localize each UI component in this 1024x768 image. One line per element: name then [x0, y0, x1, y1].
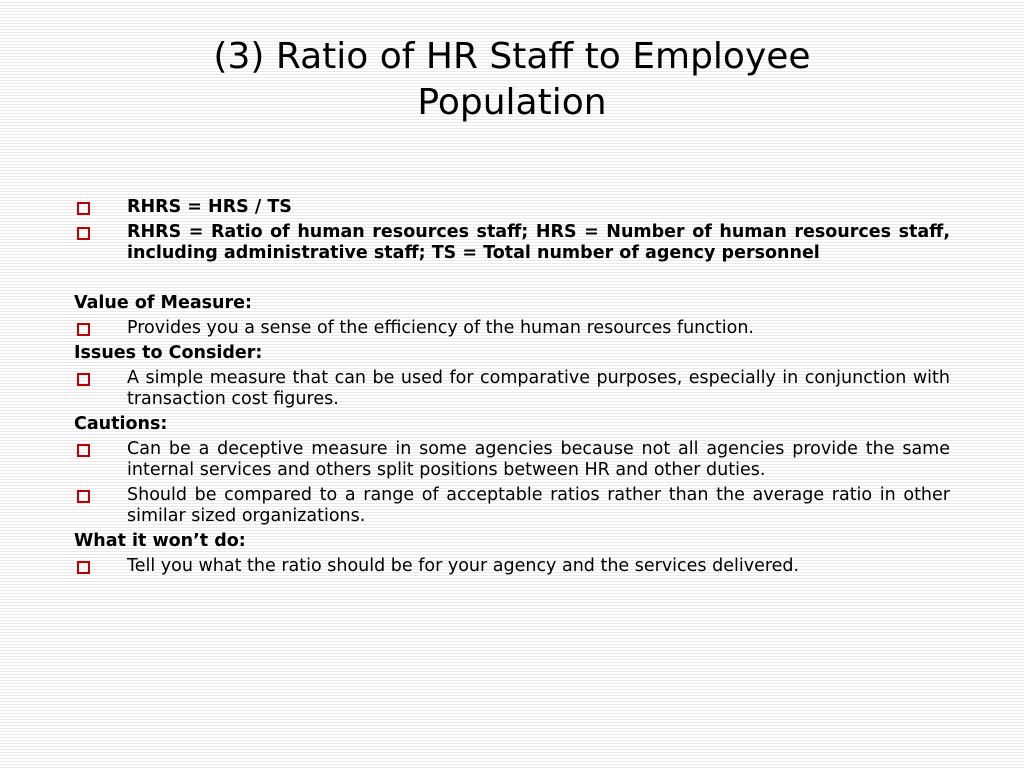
list-item [74, 318, 950, 339]
bullet-text: A simple measure that can be used for comparative purposes, especially in conjunction with transaction cost figures. [127, 368, 950, 409]
section-heading-what-it-wont-do: What it won’t do: [74, 531, 246, 551]
section-heading-issues-to-consider: Issues to Consider: [74, 343, 263, 363]
list-item [74, 439, 950, 481]
bullet-text: Tell you what the ratio should be for your agency and the services delivered. [127, 556, 800, 576]
slide-title-line-1: (3) Ratio of HR Staff to Employee [213, 36, 811, 77]
hollow-square-bullet-icon [77, 490, 90, 503]
hollow-square-bullet-icon [77, 202, 90, 215]
section-heading-cautions: Cautions: [74, 414, 168, 434]
bullet-text: Provides you a sense of the efficiency of the human resources function. [127, 318, 754, 338]
list-item [74, 556, 950, 577]
formula-bullet [74, 197, 950, 218]
formula-text: RHRS = HRS / TS [127, 197, 292, 217]
list-item [74, 368, 950, 410]
hollow-square-bullet-icon [77, 227, 90, 240]
slide-title-line-2: Population [417, 82, 607, 123]
slide-title [0, 34, 1024, 126]
definition-text: RHRS = Ratio of human resources staff; HRS = Number of human resources staff, including administrative staff; TS = Total number of agency personnel [127, 222, 950, 263]
definition-bullet [74, 222, 950, 264]
hollow-square-bullet-icon [77, 373, 90, 386]
bullet-text: Should be compared to a range of acceptable ratios rather than the average ratio in other similar sized organizations. [127, 485, 950, 526]
bullet-text: Can be a deceptive measure in some agencies because not all agencies provide the same internal services and others split positions between HR and other duties. [127, 439, 950, 480]
section-heading-value-of-measure: Value of Measure: [74, 293, 253, 313]
hollow-square-bullet-icon [77, 561, 90, 574]
hollow-square-bullet-icon [77, 323, 90, 336]
list-item [74, 485, 950, 527]
section-spacer [74, 268, 950, 293]
hollow-square-bullet-icon [77, 444, 90, 457]
slide-content [74, 197, 950, 581]
